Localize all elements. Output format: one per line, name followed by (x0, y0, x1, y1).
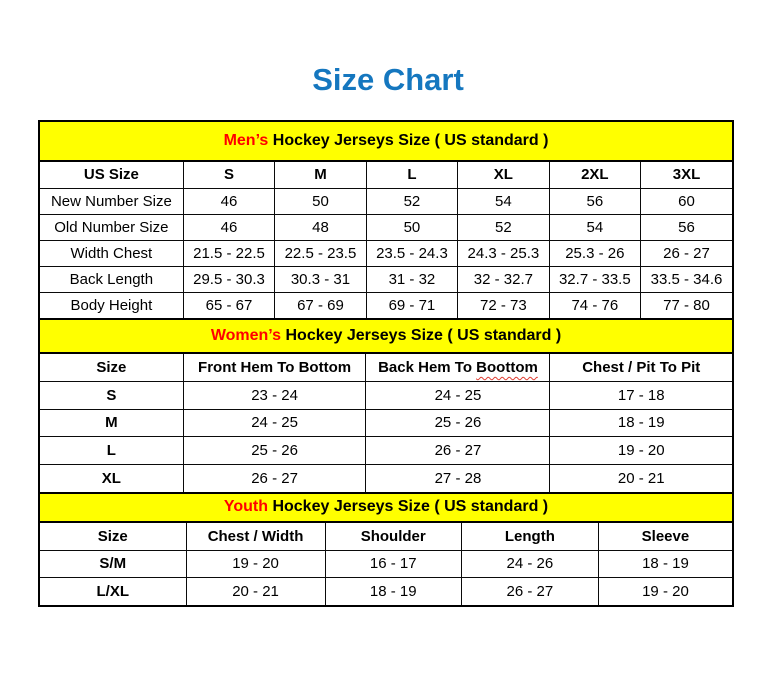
size-value-cell: 25 - 26 (183, 437, 366, 465)
misspelled-word-squiggle: Boottom (476, 359, 538, 376)
column-header: 2XL (549, 162, 640, 188)
size-value-cell: 21.5 - 22.5 (183, 240, 274, 266)
size-value-cell: 50 (366, 214, 457, 240)
size-value-cell: 23 - 24 (183, 382, 366, 410)
size-value-cell: 24 - 26 (461, 550, 598, 578)
column-header: Chest / Width (186, 523, 325, 551)
row-label: Old Number Size (40, 214, 183, 240)
table-row (40, 214, 732, 240)
column-header: US Size (40, 162, 183, 188)
row-label: XL (40, 464, 183, 492)
size-value-cell: 19 - 20 (598, 578, 732, 606)
row-label: S/M (40, 550, 186, 578)
row-label: New Number Size (40, 188, 183, 214)
row-label: L/XL (40, 578, 186, 606)
mens-size-table (40, 162, 732, 318)
row-label: S (40, 382, 183, 410)
size-value-cell: 26 - 27 (461, 578, 598, 606)
row-label: M (40, 409, 183, 437)
size-value-cell: 18 - 19 (550, 409, 732, 437)
youth-banner (40, 492, 732, 523)
table-row (40, 240, 732, 266)
size-value-cell: 56 (641, 214, 732, 240)
column-header: Chest / Pit To Pit (550, 354, 732, 382)
size-chart-tables (38, 120, 734, 607)
size-value-cell: 19 - 20 (550, 437, 732, 465)
size-value-cell: 32.7 - 33.5 (549, 266, 640, 292)
mens-banner-highlight: Men’s (223, 132, 269, 149)
row-label: Back Length (40, 266, 183, 292)
column-header-text: Back Hem To (378, 359, 477, 376)
table-row (40, 266, 732, 292)
size-value-cell: 17 - 18 (550, 382, 732, 410)
size-value-cell: 25.3 - 26 (549, 240, 640, 266)
table-row (40, 550, 732, 578)
size-value-cell: 26 - 27 (183, 464, 366, 492)
size-value-cell: 20 - 21 (186, 578, 325, 606)
youth-banner-highlight: Youth (223, 498, 268, 515)
size-value-cell: 29.5 - 30.3 (183, 266, 274, 292)
size-value-cell: 16 - 17 (325, 550, 461, 578)
column-header: Size (40, 523, 186, 551)
size-value-cell: 18 - 19 (325, 578, 461, 606)
page-title: Size Chart (312, 62, 464, 97)
size-value-cell: 52 (458, 214, 549, 240)
size-value-cell: 31 - 32 (366, 266, 457, 292)
size-value-cell: 48 (275, 214, 366, 240)
size-value-cell: 19 - 20 (186, 550, 325, 578)
mens-banner-rest: Hockey Jerseys Size ( US standard ) (268, 132, 549, 149)
table-row (40, 382, 732, 410)
size-value-cell: 32 - 32.7 (458, 266, 549, 292)
header-row (40, 354, 732, 382)
column-header: Shoulder (325, 523, 461, 551)
header-row (40, 523, 732, 551)
womens-banner-rest: Hockey Jerseys Size ( US standard ) (281, 327, 562, 344)
size-value-cell: 77 - 80 (641, 292, 732, 318)
size-value-cell: 25 - 26 (366, 409, 550, 437)
size-value-cell: 67 - 69 (275, 292, 366, 318)
size-value-cell: 33.5 - 34.6 (641, 266, 732, 292)
column-header: S (183, 162, 274, 188)
size-value-cell: 18 - 19 (598, 550, 732, 578)
size-value-cell: 20 - 21 (550, 464, 732, 492)
size-value-cell: 46 (183, 188, 274, 214)
size-value-cell: 27 - 28 (366, 464, 550, 492)
size-value-cell: 24 - 25 (183, 409, 366, 437)
size-value-cell: 24.3 - 25.3 (458, 240, 549, 266)
size-value-cell: 24 - 25 (366, 382, 550, 410)
column-header: Size (40, 354, 183, 382)
table-row (40, 188, 732, 214)
column-header: Sleeve (598, 523, 732, 551)
size-value-cell: 60 (641, 188, 732, 214)
size-value-cell: 65 - 67 (183, 292, 274, 318)
row-label: Width Chest (40, 240, 183, 266)
mens-size-section (40, 122, 732, 318)
size-value-cell: 74 - 76 (549, 292, 640, 318)
size-value-cell: 30.3 - 31 (275, 266, 366, 292)
size-value-cell: 26 - 27 (366, 437, 550, 465)
youth-size-table (40, 523, 732, 606)
table-row (40, 409, 732, 437)
womens-banner-highlight: Women’s (210, 327, 282, 344)
row-label: Body Height (40, 292, 183, 318)
mens-banner (40, 122, 732, 162)
size-value-cell: 23.5 - 24.3 (366, 240, 457, 266)
column-header: 3XL (641, 162, 732, 188)
column-header: M (275, 162, 366, 188)
row-label: L (40, 437, 183, 465)
size-value-cell: 50 (275, 188, 366, 214)
column-header (366, 354, 550, 382)
size-value-cell: 22.5 - 23.5 (275, 240, 366, 266)
column-header: Front Hem To Bottom (183, 354, 366, 382)
column-header: L (366, 162, 457, 188)
youth-size-section (40, 492, 732, 606)
table-row (40, 292, 732, 318)
size-value-cell: 52 (366, 188, 457, 214)
column-header: Length (461, 523, 598, 551)
womens-size-section (40, 318, 732, 492)
table-row (40, 437, 732, 465)
size-value-cell: 72 - 73 (458, 292, 549, 318)
womens-size-table (40, 354, 732, 492)
size-value-cell: 69 - 71 (366, 292, 457, 318)
size-value-cell: 54 (549, 214, 640, 240)
youth-banner-rest: Hockey Jerseys Size ( US standard ) (268, 498, 549, 515)
column-header: XL (458, 162, 549, 188)
header-row (40, 162, 732, 188)
womens-banner (40, 318, 732, 354)
size-value-cell: 56 (549, 188, 640, 214)
table-row (40, 578, 732, 606)
size-value-cell: 26 - 27 (641, 240, 732, 266)
size-value-cell: 54 (458, 188, 549, 214)
size-value-cell: 46 (183, 214, 274, 240)
table-row (40, 464, 732, 492)
